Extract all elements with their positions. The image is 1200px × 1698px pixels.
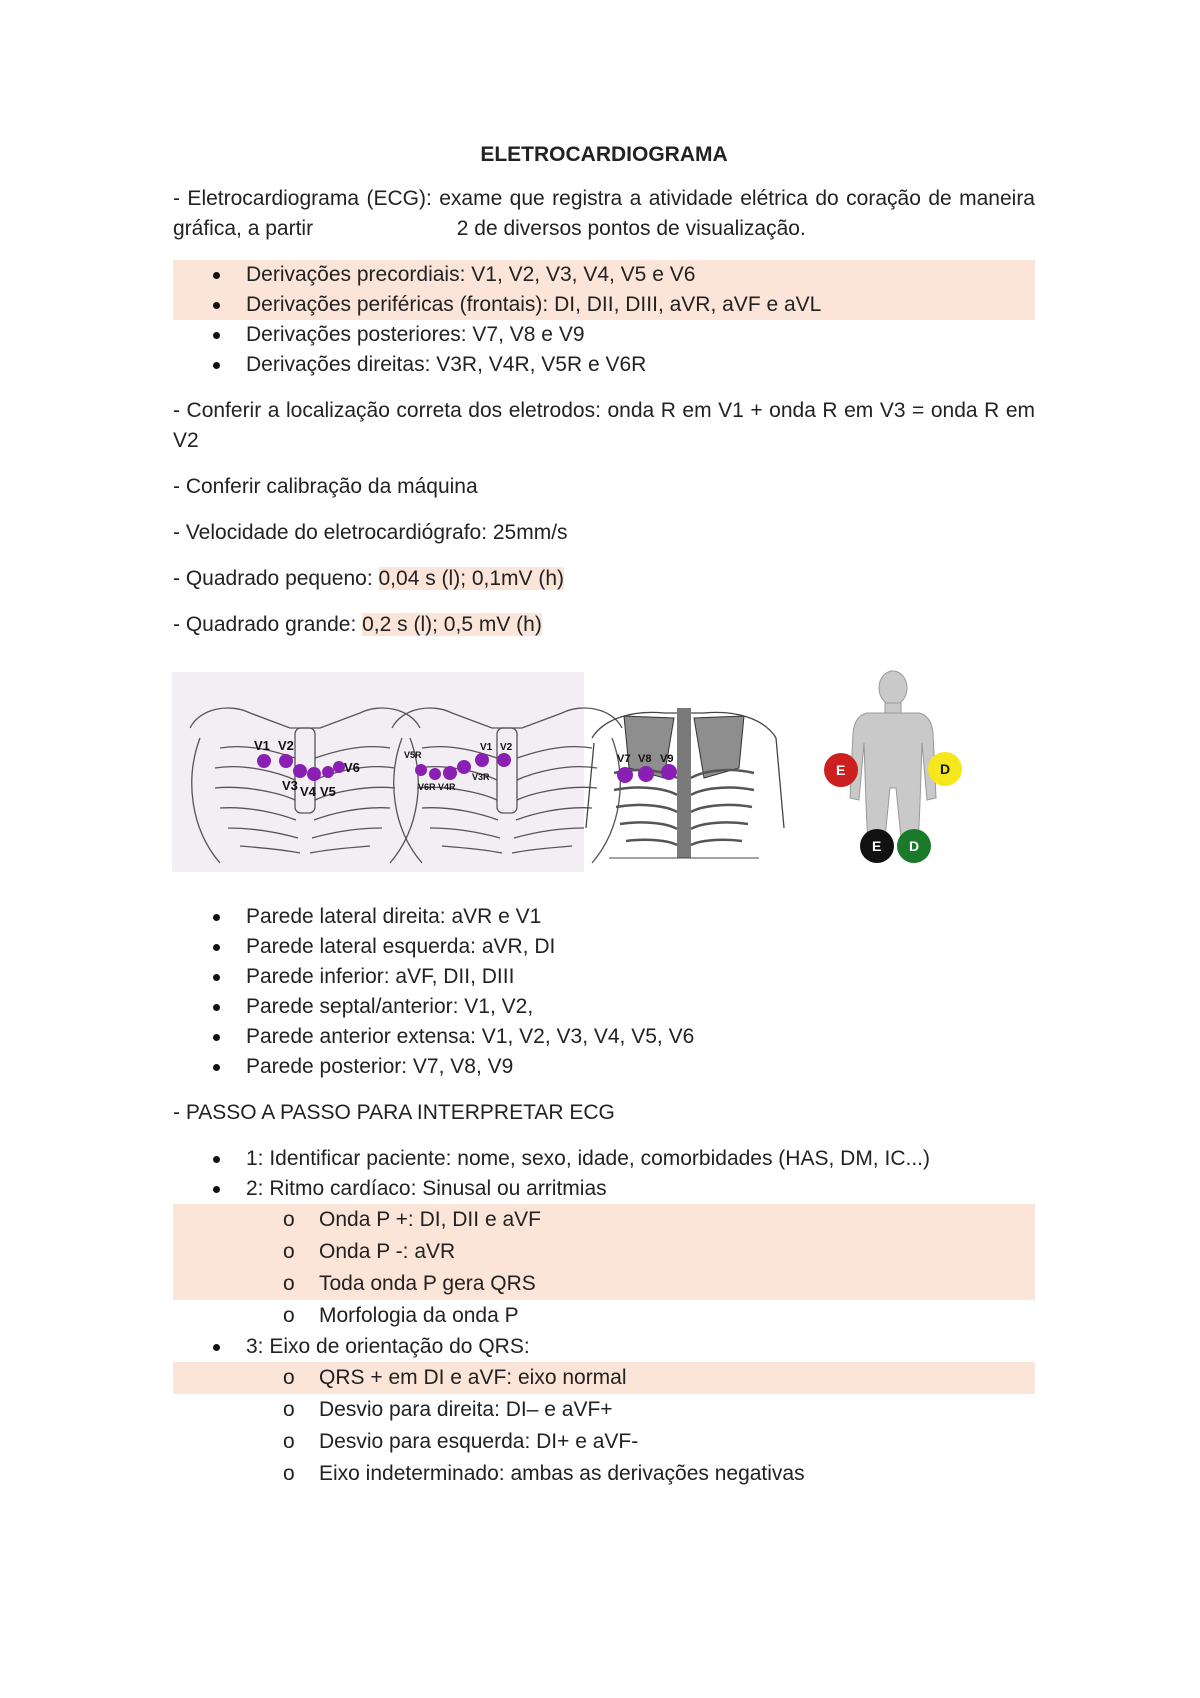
big-square-value: 0,2 s (l); 0,5 mV (h) — [362, 613, 542, 636]
electrode-v4 — [307, 767, 321, 781]
bullet-icon — [213, 1064, 220, 1071]
leads-list — [173, 260, 1035, 380]
circle-bullet-icon: o — [283, 1304, 295, 1327]
electrode-v8 — [638, 766, 654, 782]
label-v4: V4 — [300, 784, 316, 799]
bullet-icon — [213, 1034, 220, 1041]
label-v3: V3 — [282, 778, 298, 793]
intro-paragraph — [173, 184, 1035, 244]
steps-title: - PASSO A PASSO PARA INTERPRETAR ECG — [173, 1101, 615, 1124]
electrode-figure — [172, 668, 1035, 878]
list-item: Parede septal/anterior: V1, V2, — [173, 992, 1035, 1022]
list-item: Parede inferior: aVF, DII, DIII — [173, 962, 1035, 992]
electrode-v1r — [475, 753, 489, 767]
small-square: - Quadrado pequeno: 0,04 s (l); 0,1mV (h) — [173, 567, 565, 590]
intro-text-2: 2 de diversos pontos de visualização. — [456, 217, 806, 240]
intro-text-1: - Eletrocardiograma (ECG): exame que registra a atividade elétrica do coração de maneira gráfica, a partir — [173, 187, 1035, 240]
bullet-icon — [213, 362, 220, 369]
circle-bullet-icon: o — [283, 1240, 295, 1263]
label-v1: V1 — [254, 738, 270, 753]
body-silhouette — [850, 671, 936, 848]
list-item: o Toda onda P gera QRS — [173, 1268, 1035, 1300]
list-item: o Morfologia da onda P — [173, 1300, 1035, 1332]
steps-list — [173, 1144, 1035, 1490]
bullet-icon — [213, 302, 220, 309]
electrode-v9 — [661, 764, 677, 780]
electrode-v7 — [617, 767, 633, 783]
back-diagram — [586, 708, 784, 858]
label-d-green: D — [909, 838, 920, 854]
label-v2: V2 — [278, 738, 294, 753]
electrode-v1 — [257, 754, 271, 768]
circle-bullet-icon: o — [283, 1398, 295, 1421]
label-v5r: V5R — [404, 750, 422, 760]
bullet-icon — [213, 1156, 220, 1163]
bullet-icon — [213, 1344, 220, 1351]
label-v6r: V6R — [418, 782, 436, 792]
label-v8: V8 — [638, 753, 652, 765]
label-d-yellow: D — [940, 761, 951, 777]
label-e-red: E — [836, 762, 846, 778]
list-item: Parede lateral direita: aVR e V1 — [173, 902, 1035, 932]
label-v7: V7 — [617, 753, 631, 765]
circle-bullet-icon: o — [283, 1272, 295, 1295]
list-item: o Onda P -: aVR — [173, 1236, 1035, 1268]
speed-text: - Velocidade do eletrocardiógrafo: 25mm/s — [173, 521, 568, 544]
circle-bullet-icon: o — [283, 1208, 295, 1231]
document-title: ELETROCARDIOGRAMA — [480, 143, 728, 166]
electrode-v3r — [457, 760, 471, 774]
step-2: 2: Ritmo cardíaco: Sinusal ou arritmias o Onda P +: DI, DII e aVF o Onda P -: aVR o Toda onda P gera QRS o Morfologia da onda P — [173, 1174, 1035, 1332]
small-square-value: 0,04 s (l); 0,1mV (h) — [378, 567, 565, 590]
circle-bullet-icon: o — [283, 1430, 295, 1453]
label-v6: V6 — [344, 760, 360, 775]
circle-bullet-icon: o — [283, 1366, 295, 1389]
list-item: o Desvio para direita: DI– e aVF+ — [173, 1394, 1035, 1426]
list-item: Parede lateral esquerda: aVR, DI — [173, 932, 1035, 962]
bullet-icon — [213, 914, 220, 921]
list-item: Derivações periféricas (frontais): DI, DII, DIII, aVR, aVF e aVL — [173, 290, 1035, 320]
electrode-diagram — [172, 668, 1034, 878]
list-item: Parede posterior: V7, V8, V9 — [173, 1052, 1035, 1082]
label-v4r: V4R — [438, 782, 456, 792]
label-v2-right: V2 — [500, 742, 513, 753]
list-item: Derivações posteriores: V7, V8 e V9 — [173, 320, 1035, 350]
step-1: 1: Identificar paciente: nome, sexo, idade, comorbidades (HAS, DM, IC...) — [173, 1144, 1035, 1174]
bullet-icon — [213, 1004, 220, 1011]
list-item: Derivações direitas: V3R, V4R, V5R e V6R — [173, 350, 1035, 380]
step-3: 3: Eixo de orientação do QRS: o QRS + em DI e aVF: eixo normal o Desvio para direita: DI– e aVF+ o Desvio para esquerda: DI+ e aVF- o Eixo indeterminado: ambas as derivações negativas — [173, 1332, 1035, 1490]
list-item: Parede anterior extensa: V1, V2, V3, V4, V5, V6 — [173, 1022, 1035, 1052]
electrode-v5 — [322, 766, 334, 778]
label-v3r: V3R — [472, 772, 490, 782]
document-page — [173, 140, 1035, 1506]
electrode-v2r — [497, 753, 511, 767]
step-2-sublist — [173, 1204, 1035, 1332]
label-e-black: E — [872, 838, 882, 854]
list-item: Derivações precordiais: V1, V2, V3, V4, V5 e V6 — [173, 260, 1035, 290]
list-item: o Desvio para esquerda: DI+ e aVF- — [173, 1426, 1035, 1458]
label-v5: V5 — [320, 784, 336, 799]
label-v9: V9 — [660, 753, 674, 765]
list-item: o QRS + em DI e aVF: eixo normal — [173, 1362, 1035, 1394]
step-3-sublist — [173, 1362, 1035, 1490]
bullet-icon — [213, 272, 220, 279]
bullet-icon — [213, 332, 220, 339]
back-electrodes — [617, 764, 677, 783]
bullet-icon — [213, 944, 220, 951]
electrode-v2 — [279, 754, 293, 768]
chest-anterior-electrodes — [257, 754, 345, 781]
electrode-v5r — [429, 768, 441, 780]
bullet-icon — [213, 1186, 220, 1193]
electrode-v4r — [443, 766, 457, 780]
circle-bullet-icon: o — [283, 1462, 295, 1485]
electrode-v6r — [415, 764, 427, 776]
check-calibration: - Conferir calibração da máquina — [173, 475, 478, 498]
check-electrodes: - Conferir a localização correta dos eletrodos: onda R em V1 + onda R em V3 = onda R em V2 — [173, 399, 1035, 452]
label-v1-right: V1 — [480, 742, 493, 753]
list-item: o Onda P +: DI, DII e aVF — [173, 1204, 1035, 1236]
bullet-icon — [213, 974, 220, 981]
walls-list — [173, 902, 1035, 1082]
list-item: o Eixo indeterminado: ambas as derivações negativas — [173, 1458, 1035, 1490]
big-square: - Quadrado grande: 0,2 s (l); 0,5 mV (h) — [173, 613, 542, 636]
electrode-v3 — [293, 764, 307, 778]
